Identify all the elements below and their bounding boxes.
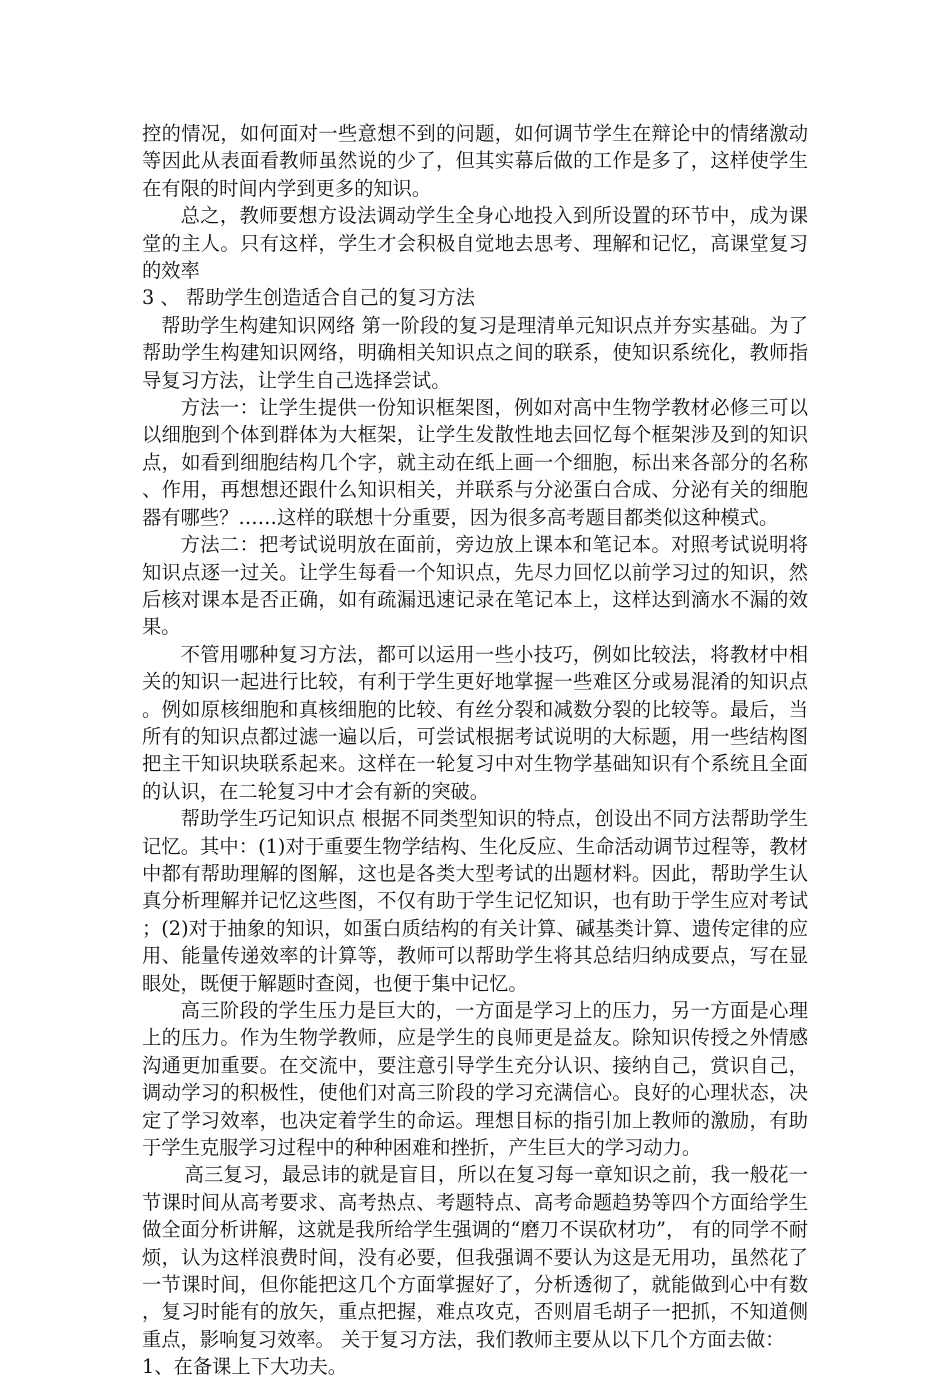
paragraph-method-two: 方法二：把考试说明放在面前，旁边放上课本和笔记本。对照考试说明将知识点逐一过关。让学生每看一个知识点，先尽力回忆以前学习过的知识，然后核对课本是否正确，如有疏漏迅速记录在笔记本上，这样达到滴水不漏的效果。 (142, 533, 808, 639)
list-item-lesson-preparation: 1、在备课上下大功夫。 (142, 1355, 348, 1379)
paragraph-memorization: 帮助学生巧记知识点 根据不同类型知识的特点，创设出不同方法帮助学生记忆。其中：(1)对于重要生物学结构、生化反应、生命活动调节过程等，教材中都有帮助理解的图解，这也是各类大型考试的出题材料。因此，帮助学生认真分析理解并记忆这些图，不仅有助于学生记忆知识，也有助于学生应对考试；(2)对于抽象的知识，如蛋白质结构的有关计算、碱基类计算、遗传定律的应用、能量传递效率的计算等，教师可以帮助学生将其总结归纳成要点，写在显眼处，既便于解题时查阅，也便于集中记忆。 (142, 807, 808, 995)
paragraph-comparison-technique: 不管用哪种复习方法，都可以运用一些小技巧，例如比较法，将教材中相关的知识一起进行比较，有利于学生更好地掌握一些难区分或易混淆的知识点。例如原核细胞和真核细胞的比较、有丝分裂和减数分裂的比较等。最后，当所有的知识点都过滤一遍以后，可尝试根据考试说明的大标题，用一些结构图把主干知识块联系起来。这样在一轮复习中对生物学基础知识有个系统且全面的认识，在二轮复习中才会有新的突破。 (142, 642, 808, 803)
paragraph-method-one: 方法一：让学生提供一份知识框架图，例如对高中生物学教材必修三可以以细胞到个体到群体为大框架，让学生发散性地去回忆每个框架涉及到的知识点，如看到细胞结构几个字，就主动在纸上画一个细胞，标出来各部分的名称、作用，再想想还跟什么知识相关，并联系与分泌蛋白合成、分泌有关的细胞器有哪些？……这样的联想十分重要，因为很多高考题目都类似这种模式。 (142, 396, 808, 529)
paragraph-student-pressure: 高三阶段的学生压力是巨大的，一方面是学习上的压力，另一方面是心理上的压力。作为生物学教师，应是学生的良师更是益友。除知识传授之外情感沟通更加重要。在交流中，要注意引导学生充分认识、接纳自己，赏识自己，调动学习的积极性，使他们对高三阶段的学习充满信心。良好的心理状态，决定了学习效率，也决定着学生的命运。理想目标的指引加上教师的激励，有助于学生克服学习过程中的种种困难和挫折，产生巨大的学习动力。 (142, 999, 808, 1160)
paragraph-senior-review: 高三复习，最忌讳的就是盲目，所以在复习每一章知识之前，我一般花一节课时间从高考要求、高考热点、考题特点、高考命题趋势等四个方面给学生做全面分析讲解，这就是我所给学生强调的“磨刀不误砍材功”， 有的同学不耐烦，认为这样浪费时间，没有必要，但我强调不要认为这是无用功，虽然花了一节课时间，但你能把这几个方面掌握好了，分析透彻了，就能做到心中有数，复习时能有的放矢，重点把握，难点攻克，否则眉毛胡子一把抓，不知道侧重点，影响复习效率。 关于复习方法，我们教师主要从以下几个方面去做： (142, 1163, 808, 1351)
paragraph-classroom-control: 控的情况，如何面对一些意想不到的问题，如何调节学生在辩论中的情绪激动等因此从表面看教师虽然说的少了，但其实幕后做的工作是多了，这样使学生在有限的时间内学到更多的知识。 (142, 122, 808, 200)
paragraph-knowledge-network: 帮助学生构建知识网络 第一阶段的复习是理清单元知识点并夯实基础。为了帮助学生构建知识网络，明确相关知识点之间的联系，使知识系统化，教师指导复习方法，让学生自己选择尝试。 (142, 313, 808, 392)
paragraph-summary: 总之，教师要想方设法调动学生全身心地投入到所设置的环节中，成为课堂的主人。只有这样，学生才会积极自觉地去思考、理解和记忆，高课堂复习的效率 (142, 204, 808, 283)
section-heading-review-methods: 3 、 帮助学生创造适合自己的复习方法 (142, 286, 476, 310)
